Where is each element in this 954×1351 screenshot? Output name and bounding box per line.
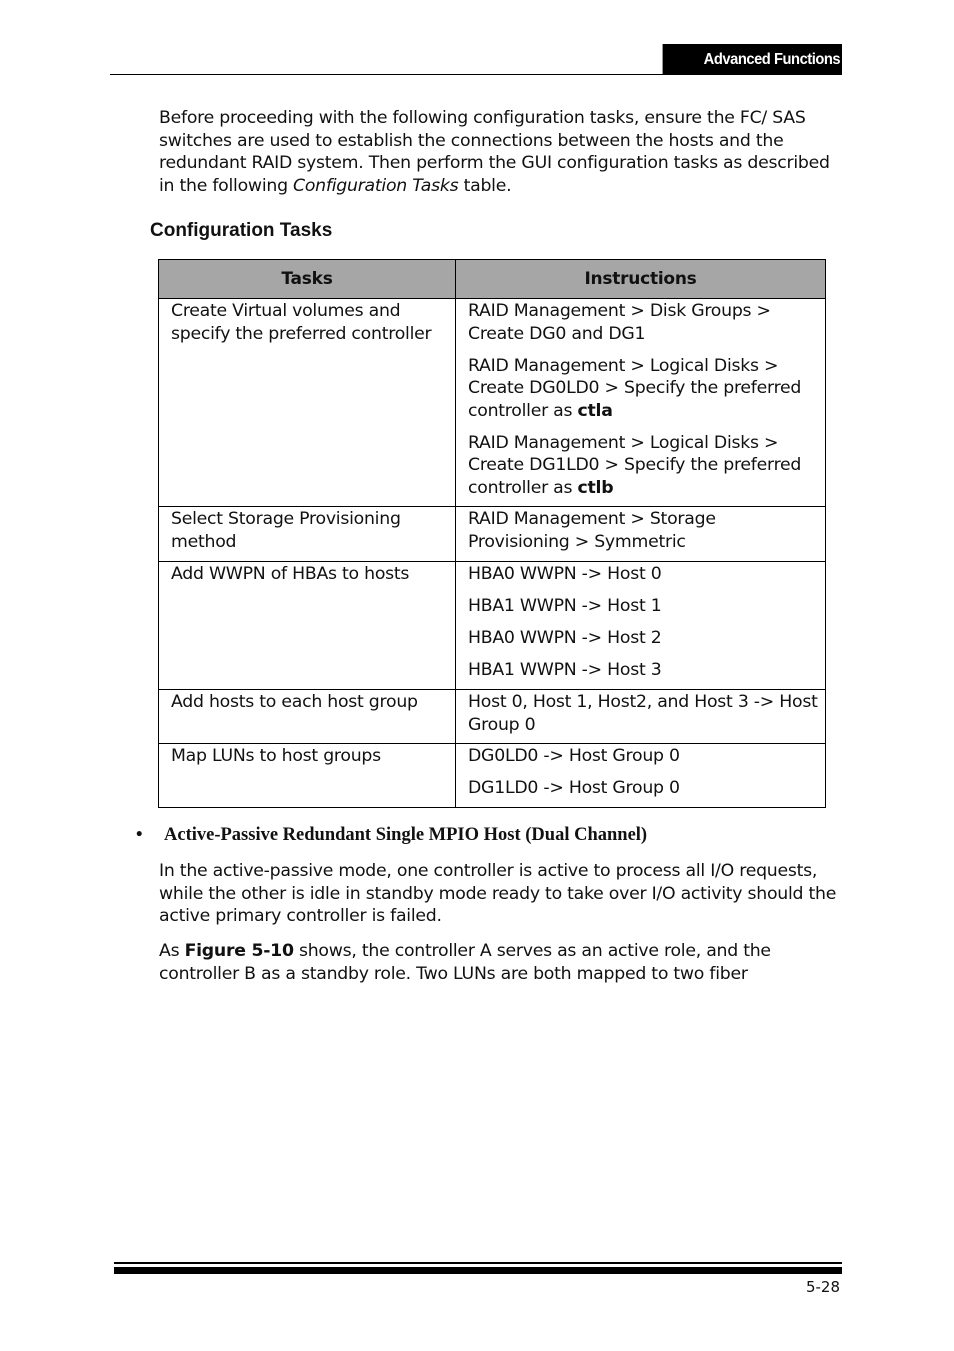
instruction-line: HBA1 WWPN -> Host 3 (468, 660, 662, 680)
instruction-line: DG1LD0 -> Host Group 0 (468, 778, 680, 798)
instructions-cell (456, 562, 826, 690)
body-paragraph-1: In the active-passive mode, one controller is active to process all I/O requests, while the other is idle in standby mode ready to take over I/O activity should the active primary controller is failed. (159, 861, 837, 926)
table-header-tasks: Tasks (159, 260, 456, 299)
instructions-cell (456, 744, 826, 808)
intro-text-1: Before proceeding with the following configuration tasks, ensure the FC/ SAS switches are used to establish the connections between the hosts and the redundant RAID system. Then perform the GUI configuration tasks as described in the following (159, 108, 830, 196)
task-cell: Map LUNs to host groups (159, 744, 456, 808)
table-header-instructions: Instructions (456, 260, 826, 299)
instructions-cell (456, 507, 826, 562)
instruction-line: Host 0, Host 1, Host2, and Host 3 -> Host Group 0 (468, 692, 818, 735)
page-number: 5-28 (805, 1278, 840, 1296)
footer-rule-thick (114, 1267, 842, 1274)
body-paragraph-2: As Figure 5-10 shows, the controller A serves as an active role, and the controller B as a standby role. Two LUNs are both mapped to two fiber (159, 941, 771, 984)
table-row (159, 562, 826, 690)
task-cell: Add WWPN of HBAs to hosts (159, 562, 456, 690)
table-row (159, 744, 826, 808)
bullet-heading (136, 825, 647, 846)
table-row (159, 299, 826, 507)
task-cell: Add hosts to each host group (159, 690, 456, 744)
intro-text-2: table. (458, 175, 512, 196)
bullet-heading-text: Active-Passive Redundant Single MPIO Host (Dual Channel) (164, 825, 648, 845)
task-cell: Create Virtual volumes and specify the preferred controller (159, 299, 456, 507)
table-header-row (159, 260, 826, 299)
instruction-line: HBA0 WWPN -> Host 0 (468, 564, 662, 584)
section-header-tab: Advanced Functions (663, 44, 842, 75)
instruction-line: DG0LD0 -> Host Group 0 (468, 746, 680, 766)
footer-rule-thin (114, 1262, 842, 1264)
instruction-line: HBA0 WWPN -> Host 2 (468, 628, 662, 648)
task-cell: Select Storage Provisioning method (159, 507, 456, 562)
intro-paragraph (159, 107, 844, 197)
table-row (159, 507, 826, 562)
instruction-line: HBA1 WWPN -> Host 1 (468, 596, 662, 616)
bullet-symbol: • (136, 825, 143, 845)
instruction-line: RAID Management > Disk Groups > Create DG0 and DG1 (468, 301, 771, 344)
table-row (159, 690, 826, 744)
intro-emphasis: Configuration Tasks (293, 175, 459, 196)
instruction-line: RAID Management > Logical Disks > Create DG1LD0 > Specify the preferred controller as ctlb (468, 432, 802, 498)
instruction-line: RAID Management > Storage Provisioning > Symmetric (468, 509, 716, 552)
instruction-line: RAID Management > Logical Disks > Create DG0LD0 > Specify the preferred controller as ctla (468, 355, 802, 421)
instructions-cell (456, 690, 826, 744)
figure-reference: Figure 5-10 (184, 941, 294, 961)
configuration-tasks-table (158, 259, 826, 808)
header-rule (110, 74, 842, 75)
section-title: Configuration Tasks (150, 220, 333, 241)
instructions-cell (456, 299, 826, 507)
